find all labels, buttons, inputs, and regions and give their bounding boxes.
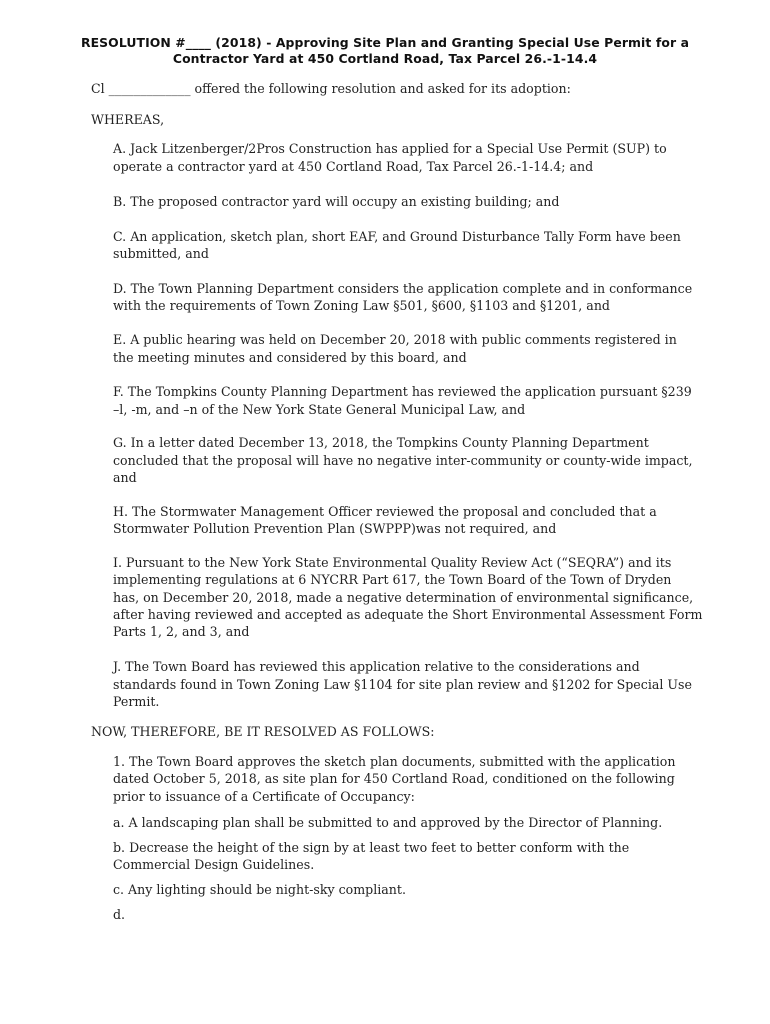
paragraph-line: standards found in Town Zoning Law §1104 for site plan review and §1202 for Special Use xyxy=(113,677,692,692)
paragraph-line: Parts 1, 2, and 3, and xyxy=(113,624,250,639)
paragraph-line: with the requirements of Town Zoning Law §501, §600, §1103 and §1201, and xyxy=(113,298,610,313)
paragraph-line: a. A landscaping plan shall be submitted to and approved by the Director of Planning. xyxy=(113,815,663,830)
paragraph-line: c. Any lighting should be night-sky compliant. xyxy=(113,882,406,897)
paragraph-line: B. The proposed contractor yard will occupy an existing building; and xyxy=(113,194,560,209)
resolved-heading: NOW, THEREFORE, BE IT RESOLVED AS FOLLOWS: xyxy=(91,724,435,739)
paragraph-line: operate a contractor yard at 450 Cortland Road, Tax Parcel 26.-1-14.4; and xyxy=(113,159,594,174)
paragraph-line: G. In a letter dated December 13, 2018, the Tompkins County Planning Department xyxy=(113,435,649,450)
intro-text: Cl _____________ offered the following resolution and asked for its adoption: xyxy=(91,81,571,96)
whereas-heading: WHEREAS, xyxy=(91,112,165,127)
paragraph-line: E. A public hearing was held on December 20, 2018 with public comments registered in xyxy=(113,332,677,347)
paragraph-line: A. Jack Litzenberger/2Pros Construction has applied for a Special Use Permit (SUP) to xyxy=(113,141,667,156)
paragraph-line: prior to issuance of a Certificate of Occupancy: xyxy=(113,789,415,804)
paragraph-line: after having reviewed and accepted as adequate the Short Environmental Assessment Form xyxy=(113,607,703,622)
paragraph-line: C. An application, sketch plan, short EAF, and Ground Disturbance Tally Form have been xyxy=(113,229,681,244)
paragraph-line: F. The Tompkins County Planning Department has reviewed the application pursuant §239 xyxy=(113,384,692,399)
paragraph-line: D. The Town Planning Department considers the application complete and in conformance xyxy=(113,281,693,296)
paragraph-line: H. The Stormwater Management Officer reviewed the proposal and concluded that a xyxy=(113,504,657,519)
paragraph-line: 1. The Town Board approves the sketch plan documents, submitted with the application xyxy=(113,754,676,769)
paragraph-line: b. Decrease the height of the sign by at least two feet to better conform with the xyxy=(113,840,630,855)
paragraph-line: implementing regulations at 6 NYCRR Part 617, the Town Board of the Town of Dryden xyxy=(113,572,672,587)
paragraph-line: –l, -m, and –n of the New York State General Municipal Law, and xyxy=(113,402,526,417)
title-line-2: Contractor Yard at 450 Cortland Road, Tax Parcel 26.-1-14.4 xyxy=(172,51,598,66)
paragraph-line: J. The Town Board has reviewed this application relative to the considerations and xyxy=(113,659,640,674)
paragraph-line: and xyxy=(113,470,137,485)
paragraph-line: Commercial Design Guidelines. xyxy=(113,857,315,872)
paragraph-line: has, on December 20, 2018, made a negative determination of environmental significance, xyxy=(113,590,694,605)
paragraph-line: Permit. xyxy=(113,694,160,709)
paragraph-line: I. Pursuant to the New York State Environmental Quality Review Act (“SEQRA”) and its xyxy=(113,555,672,570)
paragraph-line: dated October 5, 2018, as site plan for 450 Cortland Road, conditioned on the following xyxy=(113,771,675,786)
paragraph-line: submitted, and xyxy=(113,246,209,261)
resolution-title xyxy=(70,35,700,67)
paragraph-line: the meeting minutes and considered by this board, and xyxy=(113,350,467,365)
paragraph-line: d. xyxy=(113,907,126,922)
title-line-1: RESOLUTION #____ (2018) - Approving Site Plan and Granting Special Use Permit for a xyxy=(80,35,690,50)
paragraph-line: Stormwater Pollution Prevention Plan (SWPPP)was not required, and xyxy=(113,521,557,536)
paragraph-line: concluded that the proposal will have no negative inter-community or county-wide impact, xyxy=(113,453,693,468)
